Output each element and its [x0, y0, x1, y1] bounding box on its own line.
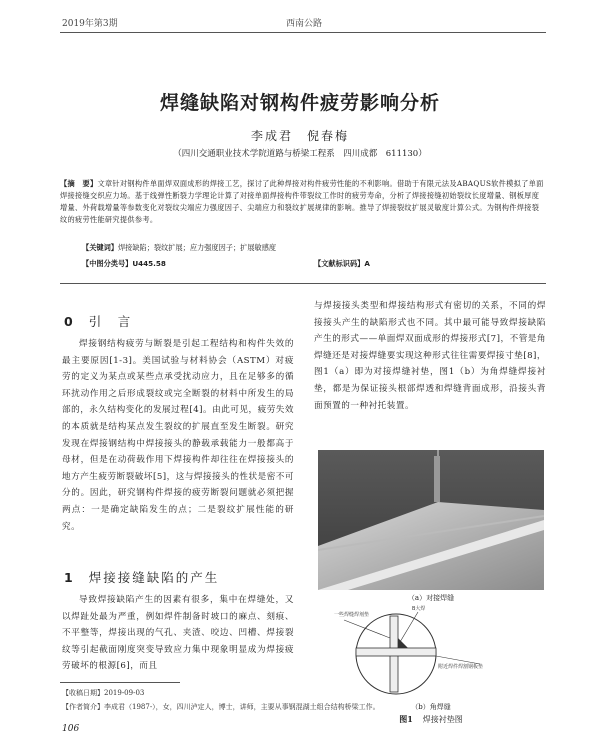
right-column-paragraph: 与焊接接头类型和焊接结构形式有密切的关系，不同的焊接接头产生的缺陷形式也不同。其中最可能导致焊接缺陷产生的形式——单面焊双面成形的焊接形式[7]，不管是角焊缝还是对接焊缝要实现这种形式往往需要焊接寸垫[8]，图1（a）即为对接焊缝衬垫，图1（b）为角焊缝焊接衬垫，都是为保证接头根部焊透和焊缝背面成形，沿接头背面预置的一种衬托装置。	[314, 301, 546, 411]
abstract-rule	[60, 283, 546, 284]
section-0-paragraph: 焊接钢结构疲劳与断裂是引起工程结构和构件失效的最主要原因[1-3]。美国试验与材料协会（ASTM）对疲劳的定义为某点或某些点承受扰动应力，且在足够多的循环扰动作用之后形成裂纹或完全断裂的材料中所发生的局部的，永久结构变化的发展过程[4]。由此可见，疲劳失效的本质就是结构某点发生裂纹的扩展直至发生断裂。研究发现在焊接钢结构中焊接接头的静载承载能力一般都高于母材，但是在动荷载作用下焊接构件却往往在焊接接头的地方产生疲劳断裂破坏[5]，这与焊接接头的性状是密不可分的。因此，研究钢构件焊接的疲劳断裂问题就必须把握两点：一是确定缺陷发生的点；二是裂纹扩展性能的研究。	[62, 339, 294, 532]
doc-code	[314, 259, 370, 269]
label-left: 一些焊缝焊剂垫	[334, 612, 370, 618]
fillet-weld-diagram	[330, 604, 540, 702]
section-0-title: 引 言	[88, 314, 133, 329]
header-issue: 2019年第3期	[62, 19, 118, 29]
section-0-number: 0	[64, 314, 75, 329]
header-journal: 西南公路	[286, 19, 323, 29]
figure-1-caption	[318, 714, 544, 725]
abstract-label: 【摘 要】	[60, 179, 98, 188]
section-1-heading	[64, 568, 219, 586]
page-number: 106	[62, 724, 80, 734]
keywords	[82, 243, 276, 253]
figure-1-caption-text: 焊接衬垫图	[422, 715, 463, 724]
section-1-title: 焊接接缝缺陷的产生	[88, 570, 220, 585]
classification	[82, 259, 166, 269]
section-1-number: 1	[64, 570, 75, 585]
classification-label: 【中图分类号】	[82, 259, 133, 268]
keywords-text: 焊接缺陷；裂纹扩展；应力强度因子；扩展敏感度	[117, 243, 277, 252]
footnote-received: 【收稿日期】2019-09-03	[62, 689, 145, 697]
figure-1a-photo	[318, 450, 544, 590]
section-1-paragraph: 导致焊接缺陷产生的因素有很多，集中在焊缝处，又以焊趾处最为严重，例如焊件制备时坡口的麻点、刻痕、不平整等，焊接出现的气孔、夹渣、咬边、凹槽、焊接裂纹等引起截面刚度突变导致应力集中现象明显成为焊接疲劳破坏的根源[6]，而且	[62, 595, 294, 672]
label-right: 附近焊件焊割钢板垫	[438, 664, 484, 670]
affiliation: （四川交通职业技术学院道路与桥梁工程系 四川成都 611130）	[173, 149, 427, 159]
classification-value: U445.58	[132, 259, 166, 268]
keywords-label: 【关键词】	[82, 243, 118, 252]
figure-1-caption-num: 图1	[399, 714, 413, 724]
footnote-author: 【作者简介】李成君（1987-），女，四川泸定人，博士，讲师，主要从事钢混湖土组合结构桥梁工作。	[62, 703, 380, 711]
abstract	[60, 178, 546, 226]
footnote-rule	[60, 682, 180, 683]
authors: 李成君 倪春梅	[250, 129, 349, 143]
section-0-heading	[64, 312, 132, 330]
weld-fillet	[398, 638, 408, 648]
figure-1a-caption: （a）对接焊缝	[407, 594, 455, 602]
figure-1b-diagram	[330, 604, 540, 702]
horizontal-plate	[356, 648, 436, 656]
label-b: B大焊	[412, 606, 426, 612]
doc-code-label: 【文献标识码】	[314, 259, 365, 268]
doc-code-value: A	[364, 259, 370, 268]
header-rule	[60, 32, 546, 33]
paper-title: 焊缝缺陷对钢构件疲劳影响分析	[159, 92, 440, 114]
figure-1b-caption: （b）角焊缝	[411, 703, 451, 711]
butt-weld-photo-graphic	[318, 450, 544, 590]
abstract-text: 文章针对钢构件单面焊双面成形的焊接工艺，探讨了此种焊接对构件疲劳性能的不利影响。借助于有限元法及ABAQUS软件模拟了单面焊接接缝交织应力场。基于线弹性断裂力学理论计算了对接单面焊接构件带裂纹工作时的疲劳寿命，分析了焊接接缝初始裂纹长度增量、钢板厚度增量、外荷载增量等参数变化对裂纹尖端应力强度因子、尖端应力和裂纹扩展规律的影响。推导了焊接裂纹扩展灵敏度计算公式。为钢构件焊接裂纹的疲劳性能研究提供参考。	[60, 179, 544, 224]
